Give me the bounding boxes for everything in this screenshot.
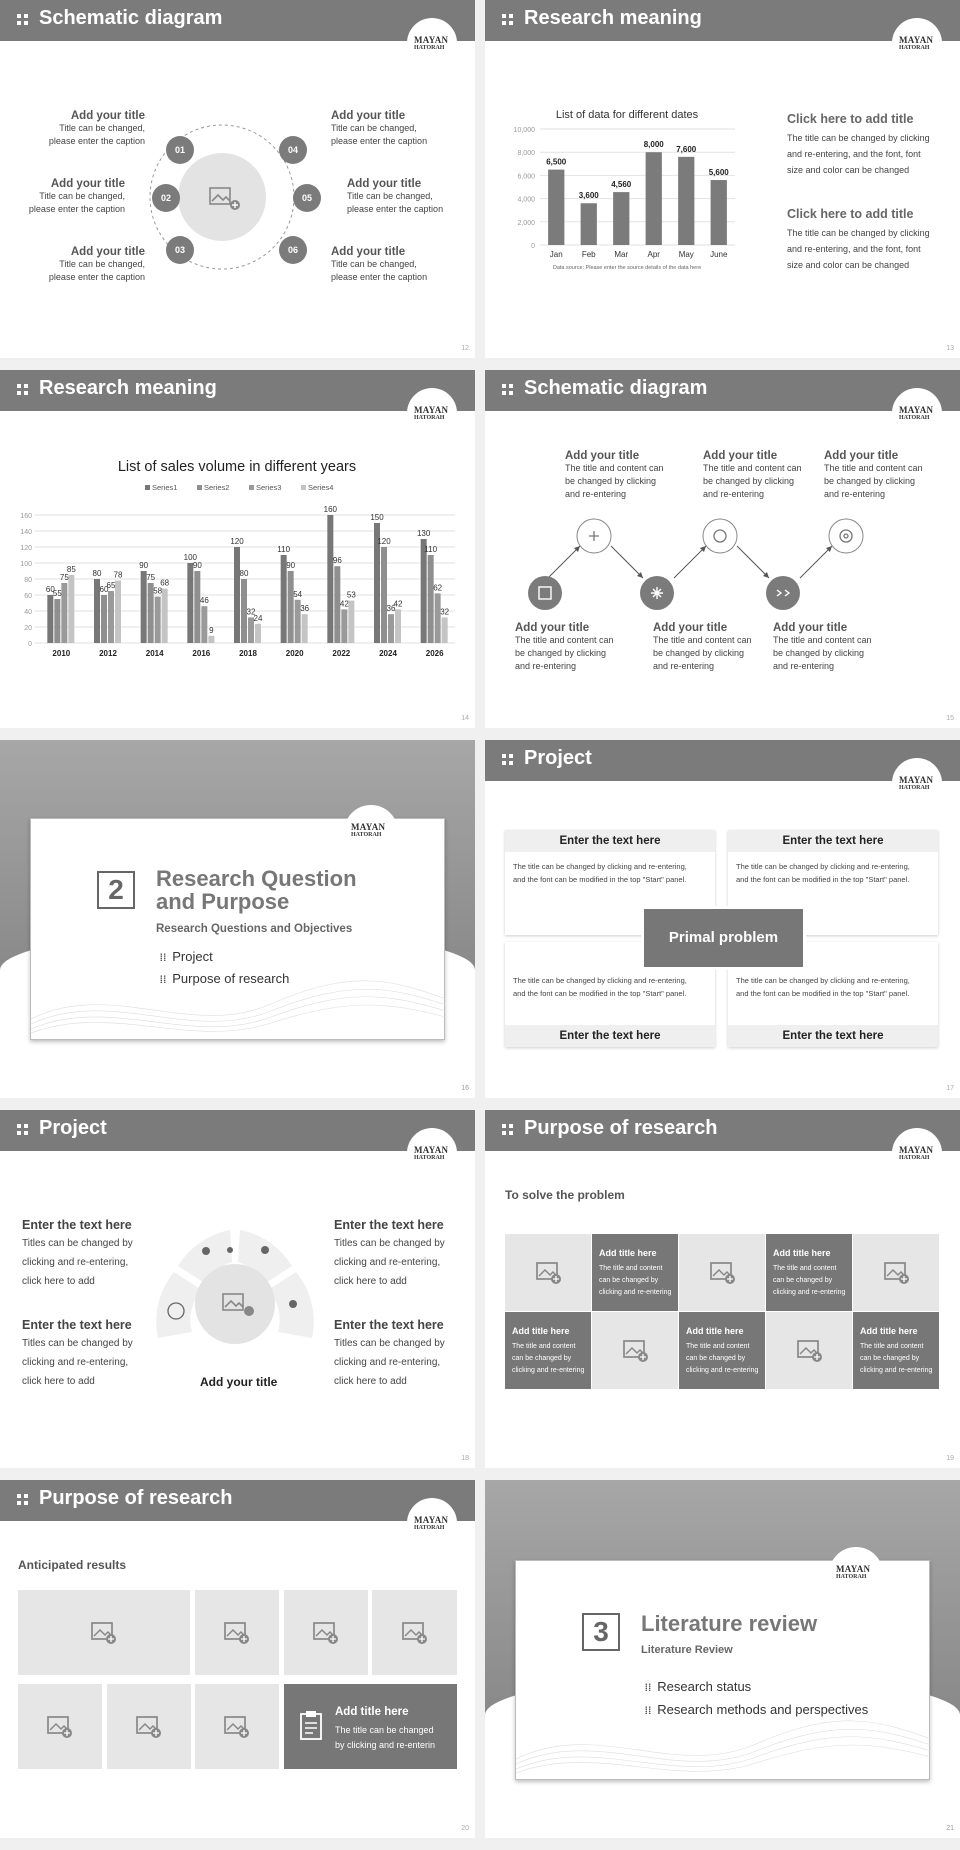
bar [68,575,74,643]
segmented-ring [150,1220,320,1350]
legend-label: Series4 [308,483,334,492]
x-tick-label: 2012 [99,649,117,658]
section-card [515,1560,930,1780]
x-tick-label: 2022 [332,649,351,658]
zigzag-flow [485,370,960,728]
data-label: 54 [293,589,303,599]
bullet-dots-icon: ⁞⁞ [159,975,167,986]
bottom-item-3: Add your title The title and content can be changed by clicking and re-entering [773,622,872,671]
slide-header [485,0,960,41]
bullet-research-status[interactable]: ⁞⁞ Research status [644,1679,752,1694]
y-tick-label: 0 [531,243,535,250]
data-label: 53 [346,590,356,600]
x-tick-label: 2010 [52,649,71,658]
school-logo: MAYAN HATORAH [407,1128,457,1178]
slide-13 [485,0,960,358]
bar [442,617,448,643]
x-tick-label: Apr [647,250,660,259]
section-number: 2 [97,871,135,909]
slide-title: Purpose of research [39,1487,233,1509]
data-label: 60 [45,585,55,594]
wave-mesh-decoration [31,969,446,1039]
bar [194,571,200,643]
data-label: 58 [153,586,163,596]
item-06: Add your title Title can be changed, please enter the caption [331,246,428,282]
slide-title: Schematic diagram [39,7,223,29]
bar [341,609,347,643]
slide-header [0,0,475,41]
data-label: 75 [146,573,156,582]
data-label: 120 [377,537,391,546]
page-number: 21 [946,1825,954,1832]
data-label: 36 [300,604,310,614]
wave-mesh-decoration [516,1709,931,1779]
data-label: 110 [277,545,291,554]
legend-swatch [249,485,254,490]
bar [187,563,193,643]
cell-text: can be changed by [860,1355,920,1362]
section-subtitle: Literature Review [641,1644,733,1656]
slide-title: Research meaning [524,7,702,29]
header-dots-icon [17,1124,28,1135]
text-cell[interactable] [679,1312,765,1389]
page-number: 14 [461,715,469,722]
bar [101,595,107,643]
bar [678,157,694,245]
slide-title: Purpose of research [524,1117,718,1139]
section-card [30,818,445,1040]
cell-text: clicking and re-entering [686,1367,759,1374]
section-number: 3 [582,1613,620,1651]
data-label: 96 [332,556,342,566]
slide-header [485,740,960,781]
page-number: 13 [946,345,954,352]
y-tick-label: 60 [24,593,32,600]
cell-text: clicking and re-entering [599,1289,672,1296]
page-number: 20 [461,1825,469,1832]
y-tick-label: 100 [20,561,32,568]
legend-swatch [145,485,150,490]
data-label: 4,560 [611,180,632,190]
bullet-project[interactable]: ⁞⁞ Project [159,949,213,964]
cell-text: clicking and re-entering [860,1367,933,1374]
bar [388,614,394,643]
slide-14 [0,370,475,728]
text-cell[interactable] [853,1312,939,1389]
image-placeholder-icon [709,1261,737,1285]
x-tick-label: June [710,250,728,259]
bar [155,597,161,643]
text-cell[interactable] [505,1312,591,1389]
image-placeholder-icon [90,1621,118,1645]
center-label: Add your title [200,1375,278,1389]
slide-header [485,1110,960,1151]
header-dots-icon [17,14,28,25]
image-cell[interactable] [107,1684,191,1769]
data-label: 36 [386,604,396,614]
item-05: Add your title Title can be changed, please enter the caption [347,178,444,214]
data-label: 90 [192,561,202,570]
bar [646,152,662,245]
section-subtitle: Research Questions and Objectives [156,923,353,935]
page-number: 19 [946,1455,954,1462]
bar [61,583,67,643]
data-label: 24 [253,613,263,623]
data-label: 80 [239,569,249,578]
image-cell[interactable] [284,1590,368,1675]
bar [234,547,240,643]
monthly-bar-chart [490,105,740,285]
header-dots-icon [17,384,28,395]
top-item-3: Add your title The title and content can be changed by clicking and re-entering [824,450,923,499]
image-cell[interactable] [195,1684,279,1769]
cell-text: The title and content [860,1343,924,1350]
bar [711,180,727,245]
data-label: 32 [246,607,256,617]
data-label: 75 [59,573,69,582]
image-cell[interactable] [505,1234,591,1311]
section-title-line1: Research Question [156,866,357,891]
bar [435,593,441,643]
legend-swatch [197,485,202,490]
bar [348,601,354,643]
step-node-6-icon [829,519,863,553]
cell-heading: Add title here [686,1326,744,1336]
slide-title: Project [39,1117,107,1139]
header-dots-icon [502,14,513,25]
cell-heading: Add title here [599,1248,657,1258]
top-item-1: Add your title The title and content can be changed by clicking and re-entering [565,450,664,499]
data-label: 6,500 [546,157,567,167]
step-node-4-icon [703,519,737,553]
cell-text: The title and content [686,1343,750,1350]
slide-18 [0,1110,475,1468]
data-label: 7,600 [676,144,697,154]
step-02-badge: 02 [152,184,180,212]
cell-heading: Add title here [512,1326,570,1336]
slide-title: Research meaning [39,377,217,399]
legend-label: Series2 [204,483,230,492]
data-label: 42 [393,599,403,609]
image-cell[interactable] [853,1234,939,1311]
bar [201,606,207,643]
bullet-purpose[interactable]: ⁞⁞ Purpose of research [159,971,290,986]
bottom-item-2: Add your title The title and content can be changed by clicking and re-entering [653,622,752,671]
image-cell[interactable] [195,1590,279,1675]
bar [421,539,427,643]
data-label: 90 [139,561,149,570]
data-label: 65 [106,581,116,590]
x-tick-label: 2018 [239,649,257,658]
page-number: 15 [946,715,954,722]
x-tick-label: 2020 [285,649,304,658]
image-cell[interactable] [18,1684,102,1769]
school-logo: MAYAN HATORAH [892,1128,942,1178]
y-tick-label: 6,000 [517,173,535,181]
problem-box-1[interactable]: Enter the text here The title can be changed by clicking and re-entering, and the font can be modified in the top "Start" panel. [505,830,715,935]
image-placeholder-icon [312,1621,340,1645]
image-placeholder-icon [401,1621,429,1645]
problem-box-4[interactable]: The title can be changed by clicking and re-entering, and the font can be modified in the top "Start" panel. Enter the text here [728,942,938,1047]
image-placeholder-icon [46,1715,74,1739]
side-block-1: Click here to add title The title can be changed by clicking and re-entering, and the font, font size and color can be changed [787,112,930,175]
clipboard-icon [300,1710,322,1740]
item-02: Add your title Title can be changed, please enter the caption [28,178,125,214]
page-number: 12 [461,345,469,352]
x-tick-label: 2026 [425,649,444,658]
item-4: Enter the text here Titles can be changed by clicking and re-entering, click here to add [334,1318,445,1387]
school-logo: MAYAN HATORAH [407,388,457,438]
slide-header [0,370,475,411]
slide-21 [485,1480,960,1838]
x-tick-label: 2016 [192,649,211,658]
step-06-badge: 06 [279,236,307,264]
image-placeholder-icon [535,1261,563,1285]
bar [428,555,434,643]
bar [255,624,261,643]
slide-12 [0,0,475,358]
text-cell[interactable] [766,1234,852,1311]
slide-header [0,1480,475,1521]
bar [395,609,401,643]
cell-text: can be changed by [686,1355,746,1362]
legend-label: Series1 [152,483,178,492]
school-logo: MAYAN HATORAH [892,388,942,438]
bar [162,589,168,643]
x-tick-label: Mar [614,250,629,259]
image-placeholder-icon [796,1339,824,1363]
item-3: Enter the text here Titles can be changed by clicking and re-entering, click here to add [334,1218,445,1287]
problem-box-2[interactable]: Enter the text here The title can be changed by clicking and re-entering, and the font can be modified in the top "Start" panel. [728,830,938,935]
bar [581,203,597,245]
image-cell[interactable] [18,1590,190,1675]
data-label: 9 [209,625,214,635]
y-tick-label: 8,000 [517,150,535,158]
page-number: 17 [946,1085,954,1092]
page-number: 18 [461,1455,469,1462]
cell-text: can be changed by [599,1277,659,1284]
header-dots-icon [17,1494,28,1505]
data-label: 150 [370,513,384,522]
slide-16 [0,740,475,1098]
header-dots-icon [502,754,513,765]
page-number: 16 [461,1085,469,1092]
slide-title: Project [524,747,592,769]
image-placeholder-icon [223,1621,251,1645]
data-label: 78 [113,570,123,580]
chart-title: List of sales volume in different years [117,459,357,475]
x-tick-label: Feb [581,250,596,259]
cell-heading: Add title here [773,1248,831,1258]
school-logo: MAYAN HATORAH [344,805,398,859]
bullet-dots-icon: ⁞⁞ [644,1683,652,1694]
yearly-bar-chart [0,455,470,670]
section-subtitle: Anticipated results [18,1558,127,1572]
y-tick-label: 4,000 [517,196,535,204]
data-label: 3,600 [578,191,599,201]
slide-title: Schematic diagram [524,377,708,399]
bar [548,170,564,245]
data-label: 68 [160,578,170,588]
step-03-badge: 03 [166,236,194,264]
cell-text: The title and content [512,1343,576,1350]
header-dots-icon [502,1124,513,1135]
results-highlight-box[interactable]: Add title here The title can be changed by clicking and re-enterin [284,1684,457,1769]
data-label: 100 [183,553,198,562]
x-tick-label: May [678,250,694,259]
step-04-badge: 04 [279,136,307,164]
cell-text: can be changed by [512,1355,572,1362]
data-label: 130 [416,529,431,538]
image-cell[interactable] [766,1312,852,1389]
cell-text: clicking and re-entering [512,1367,585,1374]
data-label: 32 [440,607,450,617]
slide-17 [485,740,960,1098]
bar [381,547,387,643]
y-tick-label: 80 [24,577,32,584]
item-1: Enter the text here Titles can be changed by clicking and re-entering, click here to add [22,1218,133,1287]
item-01: Add your title Title can be changed, please enter the caption [48,110,145,146]
y-tick-label: 160 [20,513,32,520]
cell-text: can be changed by [773,1277,833,1284]
y-tick-label: 40 [24,609,32,616]
cell-text: clicking and re-entering [773,1289,846,1296]
section-subtitle: To solve the problem [505,1188,625,1202]
data-label: 60 [99,585,109,594]
cell-text: The title and content [773,1265,837,1272]
chart-title: List of data for different dates [555,109,699,121]
cell-heading: Add title here [860,1326,918,1336]
y-tick-label: 20 [24,625,32,632]
x-tick-label: 2014 [145,649,164,658]
image-cell[interactable] [592,1312,678,1389]
bar [54,599,60,643]
x-tick-label: 2024 [379,649,397,658]
data-label: 5,600 [708,168,729,178]
text-cell[interactable] [592,1234,678,1311]
section-title: Literature review [641,1611,818,1636]
y-tick-label: 120 [20,545,32,552]
image-placeholder-icon [883,1261,911,1285]
bottom-item-1: Add your title The title and content can be changed by clicking and re-entering [515,622,614,671]
legend-swatch [301,485,306,490]
slide-19 [485,1110,960,1468]
image-cell[interactable] [679,1234,765,1311]
primal-problem-box[interactable]: Primal problem [641,906,806,970]
school-logo: MAYAN HATORAH [407,1498,457,1548]
school-logo: MAYAN HATORAH [407,18,457,68]
data-label: 80 [92,569,102,578]
data-label: 85 [66,565,76,574]
legend-label: Series3 [256,483,282,492]
top-item-2: Add your title The title and content can be changed by clicking and re-entering [703,450,802,499]
problem-box-3[interactable]: The title can be changed by clicking and re-entering, and the font can be modified in the top "Start" panel. Enter the text here [505,942,715,1047]
data-label: 46 [199,596,209,606]
slide-15 [485,370,960,728]
bar [115,581,121,643]
bullet-dots-icon: ⁞⁞ [644,1706,652,1717]
school-logo: MAYAN HATORAH [829,1547,883,1601]
item-04: Add your title Title can be changed, please enter the caption [331,110,428,146]
cell-text: The title and content [599,1265,663,1272]
step-node-1-icon [528,576,562,610]
bar [288,571,294,643]
data-label: 160 [323,505,338,514]
data-label: 90 [286,561,296,570]
school-logo: MAYAN HATORAH [892,18,942,68]
bar [613,192,629,245]
slide-header [0,1110,475,1151]
data-label: 42 [339,599,349,609]
data-label: 55 [52,589,62,598]
step-05-badge: 05 [293,184,321,212]
chart-source: Data source: Please enter the source details of the data here [552,265,702,271]
section-title-line2: and Purpose [156,889,290,914]
item-2: Enter the text here Titles can be changed by clicking and re-entering, click here to add [22,1318,133,1387]
data-label: 8,000 [643,140,664,150]
x-tick-label: Jan [549,250,563,259]
y-tick-label: 0 [28,641,32,648]
bar [302,614,308,643]
data-label: 62 [433,583,443,593]
bullet-dots-icon: ⁞⁞ [159,953,167,964]
image-placeholder-icon [135,1715,163,1739]
data-label: 120 [230,537,244,546]
y-tick-label: 2,000 [517,219,535,227]
slide-20 [0,1480,475,1838]
image-placeholder-icon [622,1339,650,1363]
step-01-badge: 01 [166,136,194,164]
image-placeholder-icon [223,1715,251,1739]
y-tick-label: 140 [20,529,32,536]
data-label: 110 [424,545,438,554]
bar [327,515,333,643]
side-block-2: Click here to add title The title can be changed by clicking and re-entering, and the font, font size and color can be changed [787,207,930,270]
bar [108,591,114,643]
image-cell[interactable] [372,1590,457,1675]
bar [208,636,214,643]
step-node-5-icon [766,576,800,610]
bar [47,595,53,643]
school-logo: MAYAN HATORAH [892,758,942,808]
bullet-research-methods[interactable]: ⁞⁞ Research methods and perspectives [644,1702,869,1717]
y-tick-label: 10,000 [513,127,535,134]
item-03: Add your title Title can be changed, please enter the caption [48,246,145,282]
